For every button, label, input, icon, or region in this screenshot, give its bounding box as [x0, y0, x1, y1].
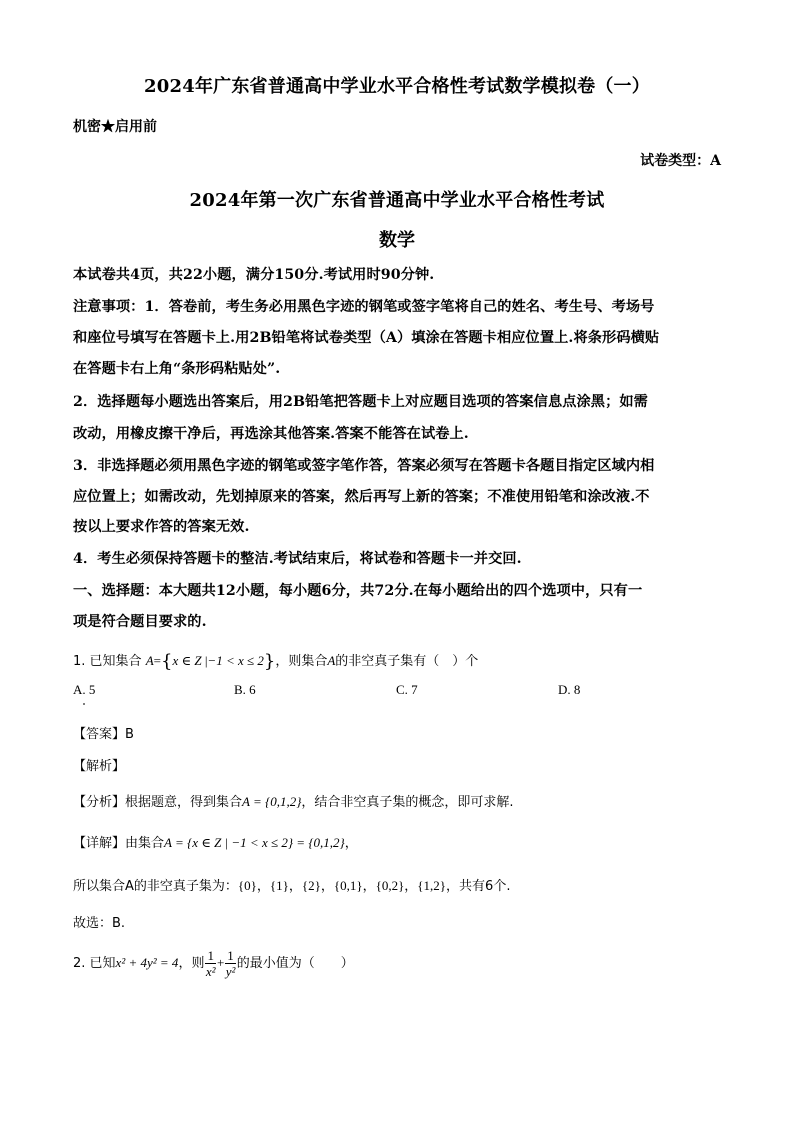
q1-detail-set: A = {x ∈ Z | −1 < x ≤ 2} = {0,1,2}: [164, 835, 345, 850]
q2-mid: ，则: [178, 956, 205, 971]
q1-set-cond: −1 < x ≤ 2: [207, 653, 264, 668]
instruction-line-6: 改动，用橡皮擦干净后，再选涂其他答案.答案不能答在试卷上.: [73, 426, 469, 442]
q1-fenxi-text-a: 根据题意，得到集合: [125, 795, 243, 810]
instruction-line-2: 注意事项：1．答卷前，考生务必用黑色字迹的钢笔或签字笔将自己的姓名、考生号、考场号: [73, 299, 655, 315]
question-1-stem: [73, 650, 478, 672]
instruction-line-10: 4．考生必须保持答题卡的整洁.考试结束后，将试卷和答题卡一并交回.: [73, 551, 522, 567]
q1-option-a: A. 5: [73, 682, 96, 697]
q1-eq: =: [153, 653, 161, 668]
q1-suffix-set: A: [327, 653, 336, 668]
q1-fenxi-set: A = {0,1,2}: [242, 794, 302, 809]
instruction-line-3: 和座位号填写在答题卡上.用2B铅笔将试卷类型（A）填涂在答题卡相应位置上.将条形码横贴: [73, 330, 660, 346]
q1-detail: [73, 832, 358, 851]
main-title: 2024年广东省普通高中学业水平合格性考试数学模拟卷（一）: [144, 76, 650, 97]
q1-set-bar: |: [204, 653, 208, 668]
q2-fraction-2: [225, 948, 236, 980]
q2-prefix: 2. 已知: [73, 956, 116, 971]
q1-option-d: D. 8: [558, 682, 581, 697]
subject-title: 数学: [379, 230, 415, 251]
q1-fenxi-text-b: ，结合非空真子集的概念，即可求解.: [301, 795, 514, 810]
q1-fenxi: [73, 791, 514, 810]
question-2-stem: [73, 946, 354, 981]
q1-detail-text-b: ，: [344, 836, 358, 851]
paper-type-label: 试卷类型：A: [640, 153, 721, 169]
q2-frac2-den: y²: [225, 963, 236, 979]
confidential-label: 机密★启用前: [73, 119, 157, 135]
q1-detail-label: 【详解】: [73, 836, 126, 851]
q2-fraction-1: [205, 948, 216, 980]
q2-frac1-num: 1: [207, 947, 214, 963]
instruction-line-7: 3．非选择题必须用黑色字迹的钢笔或签字笔作答，答案必须写在答题卡各题目指定区域内相: [73, 458, 655, 474]
q1-subsets-text-a: 所以集合A的非空真子集为：: [73, 879, 238, 894]
q1-subsets-list: {0}，{1}，{2}，{0,1}，{0,2}，{1,2}: [237, 878, 447, 893]
q1-set-name: A: [145, 653, 154, 668]
q1-detail-text-a: 由集合: [125, 836, 165, 851]
q1-set-body: x ∈ Z: [172, 653, 205, 668]
instruction-line-1: 本试卷共4页，共22小题，满分150分.考试用时90分钟.: [73, 267, 435, 283]
q1-option-a-marker: [83, 703, 85, 705]
instruction-line-4: 在答题卡右上角“条形码粘贴处”.: [73, 361, 281, 377]
q1-subsets: [73, 875, 510, 894]
q2-equation: x² + 4y² = 4: [115, 955, 179, 970]
q1-suffix-c: 的非空真子集有（ ）个: [335, 654, 479, 669]
q1-choice: 故选：B.: [73, 916, 126, 931]
q2-frac2-num: 1: [227, 947, 234, 963]
q2-suffix: 的最小值为（ ）: [236, 956, 354, 971]
section1-heading-line-1: 一、选择题：本大题共12小题，每小题6分，共72分.在每小题给出的四个选项中，只有一: [73, 583, 643, 599]
q1-right-brace: }: [263, 651, 276, 672]
exam-title: 2024年第一次广东省普通高中学业水平合格性考试: [189, 190, 605, 211]
q1-left-brace: {: [160, 651, 173, 672]
q2-frac1-den: x²: [205, 963, 216, 979]
q1-analysis-label: 【解析】: [73, 759, 126, 774]
section1-heading-line-2: 项是符合题目要求的.: [73, 614, 207, 630]
instruction-line-8: 应位置上；如需改动，先划掉原来的答案，然后再写上新的答案；不准使用铅笔和涂改液.不: [73, 489, 650, 505]
q2-plus: +: [216, 955, 225, 970]
q1-option-c: C. 7: [396, 682, 418, 697]
q1-suffix-a: ，则集合: [275, 654, 328, 669]
instruction-line-9: 按以上要求作答的答案无效.: [73, 519, 250, 535]
q1-prefix: 1. 已知集合: [73, 654, 142, 669]
q1-answer: 【答案】B: [73, 727, 134, 742]
instruction-line-5: 2．选择题每小题选出答案后，用2B铅笔把答题卡上对应题目选项的答案信息点涂黑；如需: [73, 394, 648, 410]
q1-option-b: B. 6: [234, 682, 256, 697]
q1-fenxi-label: 【分析】: [73, 795, 126, 810]
q1-subsets-text-b: ，共有6个.: [446, 879, 511, 894]
